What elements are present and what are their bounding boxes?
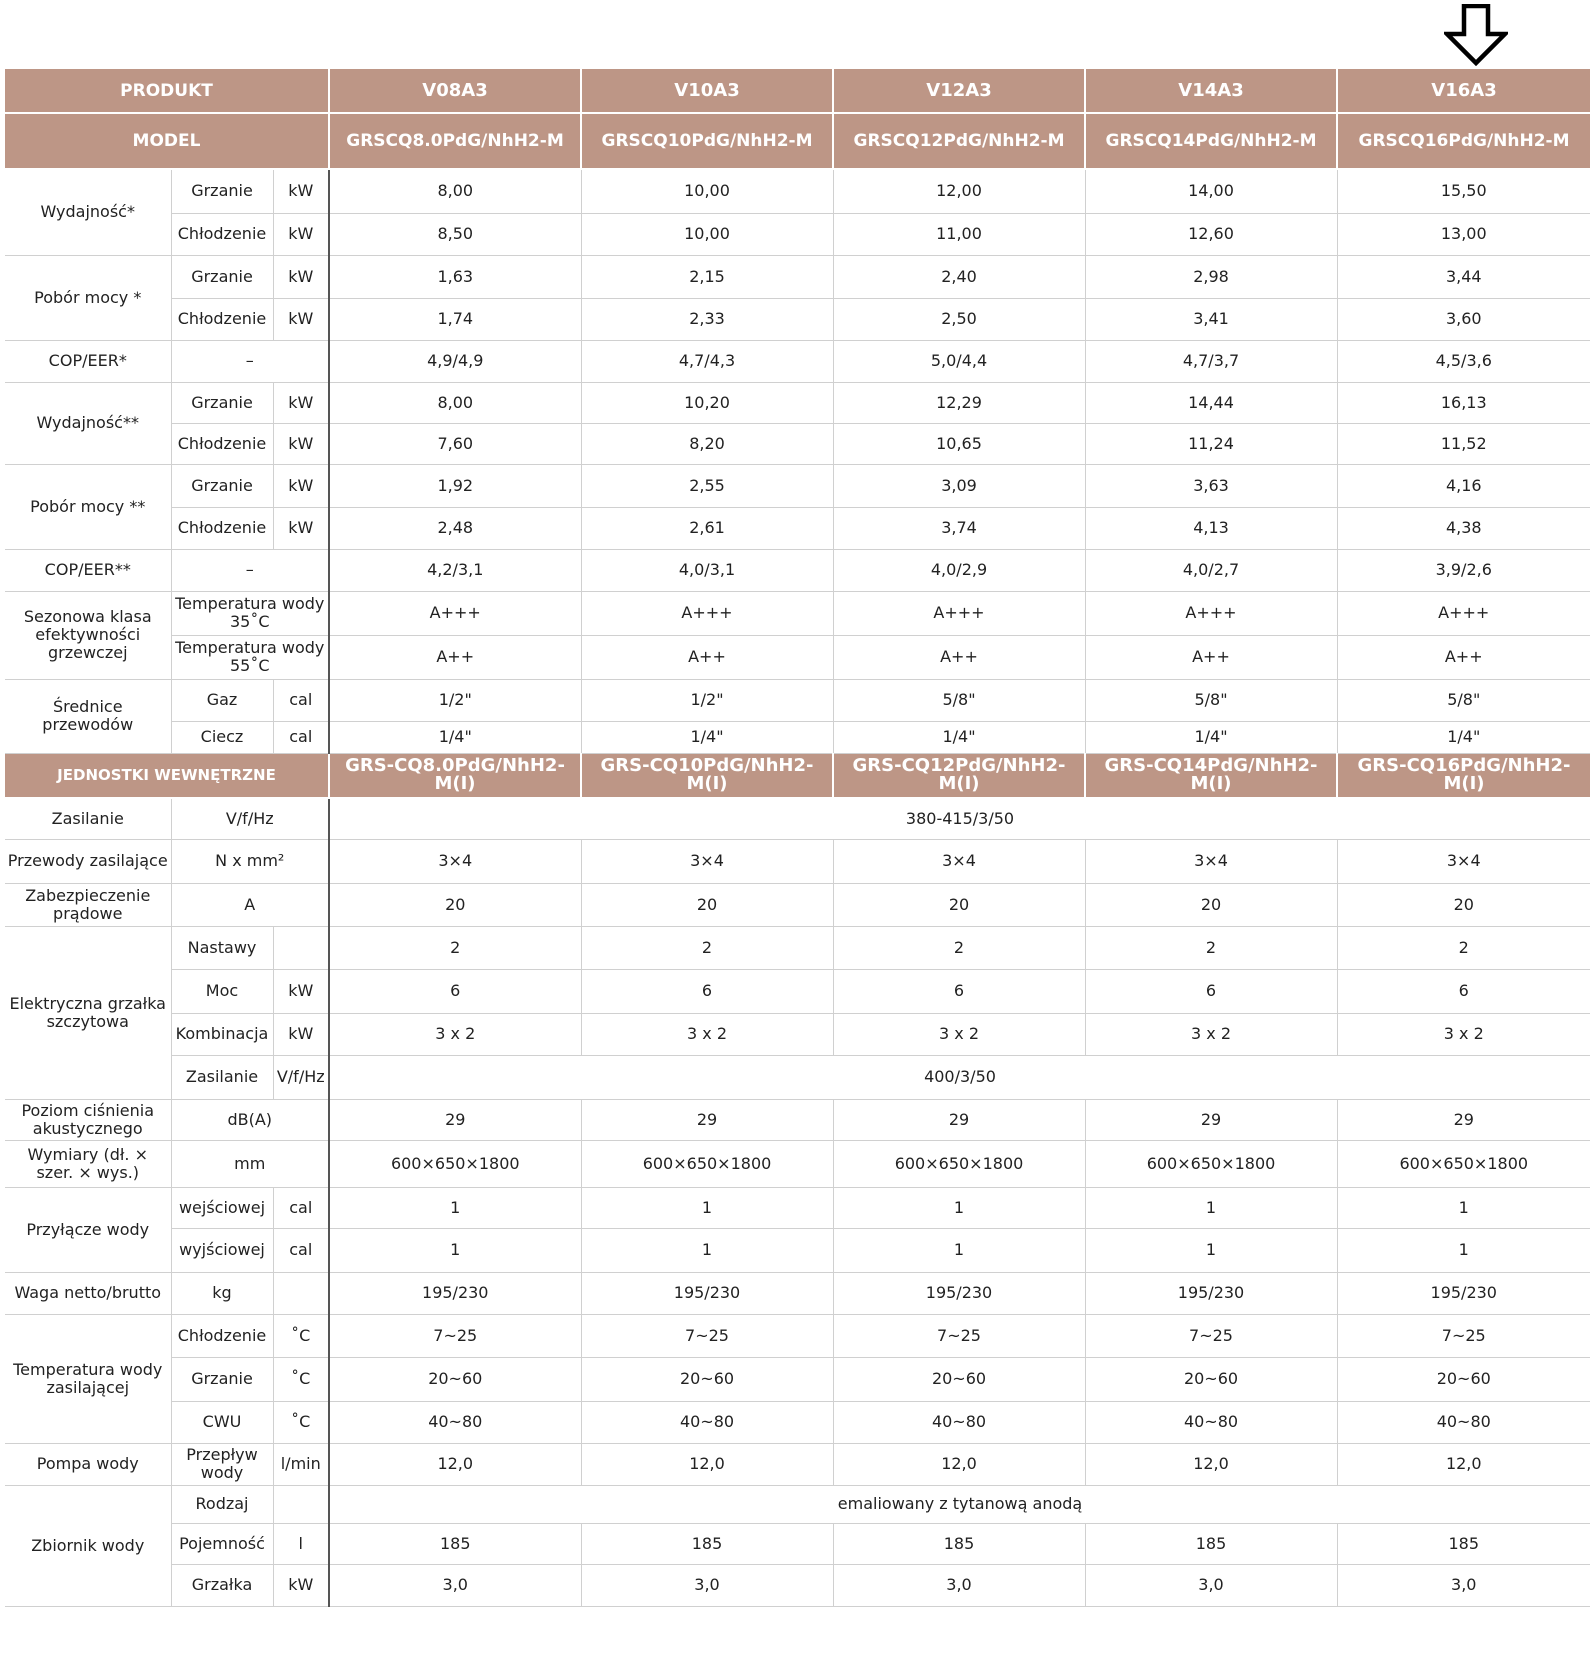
product-header: V14A3 <box>1085 69 1337 113</box>
indoor-model-name: GRS-CQ12PdG/NhH2-M(I) <box>833 753 1085 798</box>
value-cell: 8,00 <box>329 169 581 213</box>
value-cell: 4,9/4,9 <box>329 340 581 382</box>
unit-label: kW <box>273 1564 329 1606</box>
table-row <box>5 382 1590 423</box>
table-row <box>5 464 1590 507</box>
unit-label: ˚C <box>273 1314 329 1357</box>
value-cell: 2,50 <box>833 298 1085 340</box>
value-cell: 1/4" <box>329 721 581 753</box>
table-row <box>5 1187 1590 1228</box>
unit-label: A <box>171 883 329 926</box>
sub-label: Gaz <box>171 679 273 721</box>
sub-label: Chłodzenie <box>171 423 273 464</box>
table-row <box>5 883 1590 926</box>
unit-label: kW <box>273 298 329 340</box>
unit-label: kW <box>273 969 329 1013</box>
sub-label: Chłodzenie <box>171 213 273 255</box>
value-cell: 185 <box>833 1523 1085 1564</box>
table-row <box>5 721 1590 753</box>
table-row <box>5 1140 1590 1187</box>
value-cell: 380-415/3/50 <box>329 798 1590 839</box>
product-header: V16A3 <box>1337 69 1590 113</box>
group-label: Pobór mocy ** <box>5 464 171 549</box>
value-cell: 4,13 <box>1085 507 1337 549</box>
produkt-header: PRODUKT <box>5 69 329 113</box>
table-row <box>5 679 1590 721</box>
down-arrow-icon <box>1444 4 1508 66</box>
value-cell: 40~80 <box>1085 1401 1337 1443</box>
value-cell: 3,0 <box>1337 1564 1590 1606</box>
value-cell: 5/8" <box>833 679 1085 721</box>
value-cell: 2,61 <box>581 507 833 549</box>
row-label: Waga netto/brutto <box>5 1272 171 1314</box>
value-cell: 4,38 <box>1337 507 1590 549</box>
value-cell: A+++ <box>1337 591 1590 635</box>
product-header: V12A3 <box>833 69 1085 113</box>
value-cell: 12,0 <box>329 1443 581 1485</box>
value-cell: 6 <box>1085 969 1337 1013</box>
value-cell: A+++ <box>833 591 1085 635</box>
value-cell: 3,60 <box>1337 298 1590 340</box>
value-cell: 20~60 <box>1085 1357 1337 1401</box>
value-cell: 3 x 2 <box>581 1013 833 1055</box>
unit-label: kW <box>273 464 329 507</box>
value-cell: 6 <box>581 969 833 1013</box>
table-row <box>5 340 1590 382</box>
value-cell: 195/230 <box>1337 1272 1590 1314</box>
value-cell: A++ <box>329 635 581 679</box>
value-cell: 6 <box>1337 969 1590 1013</box>
value-cell: 14,44 <box>1085 382 1337 423</box>
value-cell: 1 <box>329 1228 581 1272</box>
sub-label: Nastawy <box>171 926 273 969</box>
value-cell: 2,33 <box>581 298 833 340</box>
sub-label: Ciecz <box>171 721 273 753</box>
value-cell: 20~60 <box>329 1357 581 1401</box>
table-row <box>5 591 1590 635</box>
indoor-model-name: GRS-CQ8.0PdG/NhH2-M(I) <box>329 753 581 798</box>
value-cell: 7~25 <box>581 1314 833 1357</box>
value-cell: 3×4 <box>1337 839 1590 883</box>
value-cell: 29 <box>833 1099 1085 1140</box>
value-cell: 7,60 <box>329 423 581 464</box>
value-cell: 2 <box>581 926 833 969</box>
header-row-indoor <box>5 753 1590 798</box>
value-cell: 3×4 <box>833 839 1085 883</box>
value-cell: 600×650×1800 <box>581 1140 833 1187</box>
value-cell: 5/8" <box>1337 679 1590 721</box>
model-name: GRSCQ12PdG/NhH2-M <box>833 113 1085 169</box>
sub-label: wejściowej <box>171 1187 273 1228</box>
value-cell: A++ <box>1085 635 1337 679</box>
value-cell: 7~25 <box>1085 1314 1337 1357</box>
table-row <box>5 423 1590 464</box>
value-cell: 4,0/2,9 <box>833 549 1085 591</box>
sub-label: Grzanie <box>171 255 273 298</box>
row-label: Zabezpieczenie prądowe <box>5 883 171 926</box>
value-cell: 2 <box>329 926 581 969</box>
value-cell: 3,0 <box>1085 1564 1337 1606</box>
model-header: MODEL <box>5 113 329 169</box>
value-cell: 40~80 <box>1337 1401 1590 1443</box>
value-cell: 2 <box>1337 926 1590 969</box>
group-label: Wydajność** <box>5 382 171 464</box>
value-cell: 1,63 <box>329 255 581 298</box>
value-cell: 40~80 <box>581 1401 833 1443</box>
value-cell: 20~60 <box>1337 1357 1590 1401</box>
value-cell: 3,0 <box>581 1564 833 1606</box>
value-cell: 195/230 <box>581 1272 833 1314</box>
model-name: GRSCQ16PdG/NhH2-M <box>1337 113 1590 169</box>
unit-label: N x mm² <box>171 839 329 883</box>
table-row <box>5 1485 1590 1523</box>
value-cell: 5/8" <box>1085 679 1337 721</box>
value-cell: 2,55 <box>581 464 833 507</box>
value-cell: 600×650×1800 <box>329 1140 581 1187</box>
table-row <box>5 1443 1590 1485</box>
value-cell: 29 <box>1085 1099 1337 1140</box>
value-cell: 3,63 <box>1085 464 1337 507</box>
table-row <box>5 969 1590 1013</box>
row-label: COP/EER** <box>5 549 171 591</box>
sub-label: Rodzaj <box>171 1485 273 1523</box>
model-name: GRSCQ8.0PdG/NhH2-M <box>329 113 581 169</box>
sub-label: Temperatura wody 55˚C <box>171 635 329 679</box>
table-row <box>5 1314 1590 1357</box>
value-cell: 6 <box>329 969 581 1013</box>
group-label: Wydajność* <box>5 169 171 255</box>
unit-label: V/f/Hz <box>273 1055 329 1099</box>
value-cell: A++ <box>833 635 1085 679</box>
value-cell: 2,15 <box>581 255 833 298</box>
value-cell: 4,0/3,1 <box>581 549 833 591</box>
value-cell: 8,00 <box>329 382 581 423</box>
sub-label: CWU <box>171 1401 273 1443</box>
value-cell: 12,0 <box>833 1443 1085 1485</box>
value-cell: 1/4" <box>1337 721 1590 753</box>
table-row <box>5 1055 1590 1099</box>
value-cell: 20 <box>1337 883 1590 926</box>
unit-label: V/f/Hz <box>171 798 329 839</box>
table-row <box>5 507 1590 549</box>
value-cell: 1/2" <box>581 679 833 721</box>
value-cell: 29 <box>581 1099 833 1140</box>
unit-label: mm <box>171 1140 329 1187</box>
sub-label: Chłodzenie <box>171 1314 273 1357</box>
value-cell: 1 <box>833 1228 1085 1272</box>
spec-table <box>5 69 1590 1607</box>
table-row <box>5 1357 1590 1401</box>
header-row-produkt <box>5 69 1590 113</box>
row-label: Wymiary (dł. × szer. × wys.) <box>5 1140 171 1187</box>
value-cell: 20 <box>581 883 833 926</box>
value-cell: 3 x 2 <box>1085 1013 1337 1055</box>
value-cell: 3,44 <box>1337 255 1590 298</box>
value-cell: 2,40 <box>833 255 1085 298</box>
unit-label <box>273 926 329 969</box>
value-cell: 20 <box>329 883 581 926</box>
value-cell: 2,98 <box>1085 255 1337 298</box>
value-cell: 185 <box>1085 1523 1337 1564</box>
sub-label: – <box>171 549 329 591</box>
value-cell: 1 <box>581 1187 833 1228</box>
value-cell: 4,5/3,6 <box>1337 340 1590 382</box>
group-label: Pobór mocy * <box>5 255 171 340</box>
sub-label: Przepływ wody <box>171 1443 273 1485</box>
value-cell: 29 <box>329 1099 581 1140</box>
value-cell: 2 <box>833 926 1085 969</box>
value-cell: 4,7/4,3 <box>581 340 833 382</box>
indoor-units-header: JEDNOSTKI WEWNĘTRZNE <box>5 753 329 798</box>
sub-label: Grzanie <box>171 382 273 423</box>
value-cell: 12,0 <box>581 1443 833 1485</box>
table-row <box>5 1099 1590 1140</box>
value-cell: 3,41 <box>1085 298 1337 340</box>
sub-label: Temperatura wody 35˚C <box>171 591 329 635</box>
value-cell: 5,0/4,4 <box>833 340 1085 382</box>
value-cell: 7~25 <box>1337 1314 1590 1357</box>
table-row <box>5 1564 1590 1606</box>
product-header: V10A3 <box>581 69 833 113</box>
value-cell: 195/230 <box>329 1272 581 1314</box>
value-cell: 15,50 <box>1337 169 1590 213</box>
sub-label: Moc <box>171 969 273 1013</box>
table-row <box>5 1523 1590 1564</box>
value-cell: 1 <box>329 1187 581 1228</box>
value-cell: 12,0 <box>1337 1443 1590 1485</box>
unit-label: cal <box>273 721 329 753</box>
row-label: Pompa wody <box>5 1443 171 1485</box>
value-cell: 3 x 2 <box>1337 1013 1590 1055</box>
value-cell: 1/4" <box>1085 721 1337 753</box>
value-cell: A++ <box>581 635 833 679</box>
table-row <box>5 255 1590 298</box>
value-cell: 20~60 <box>833 1357 1085 1401</box>
value-cell: 16,13 <box>1337 382 1590 423</box>
value-cell: 195/230 <box>833 1272 1085 1314</box>
group-label: Zbiornik wody <box>5 1485 171 1606</box>
value-cell: 7~25 <box>329 1314 581 1357</box>
value-cell: 1/4" <box>833 721 1085 753</box>
sub-label: Pojemność <box>171 1523 273 1564</box>
value-cell: 3,0 <box>329 1564 581 1606</box>
value-cell: 1/2" <box>329 679 581 721</box>
unit-label: kg <box>171 1272 273 1314</box>
value-cell: 12,0 <box>1085 1443 1337 1485</box>
table-row <box>5 926 1590 969</box>
row-label: COP/EER* <box>5 340 171 382</box>
table-row <box>5 1272 1590 1314</box>
value-cell: 12,60 <box>1085 213 1337 255</box>
value-cell: 600×650×1800 <box>833 1140 1085 1187</box>
value-cell: 8,20 <box>581 423 833 464</box>
group-label: Przyłącze wody <box>5 1187 171 1272</box>
value-cell: 10,00 <box>581 169 833 213</box>
value-cell: 1,92 <box>329 464 581 507</box>
value-cell: 600×650×1800 <box>1085 1140 1337 1187</box>
unit-label: kW <box>273 507 329 549</box>
unit-label: l <box>273 1523 329 1564</box>
unit-label: cal <box>273 1228 329 1272</box>
model-name: GRSCQ10PdG/NhH2-M <box>581 113 833 169</box>
value-cell: 195/230 <box>1085 1272 1337 1314</box>
value-cell: 3,74 <box>833 507 1085 549</box>
value-cell: 3,09 <box>833 464 1085 507</box>
value-cell: 1 <box>833 1187 1085 1228</box>
value-cell: emaliowany z tytanową anodą <box>329 1485 1590 1523</box>
table-row <box>5 169 1590 213</box>
value-cell: 3×4 <box>329 839 581 883</box>
value-cell: 4,2/3,1 <box>329 549 581 591</box>
unit-label: ˚C <box>273 1401 329 1443</box>
unit-label: l/min <box>273 1443 329 1485</box>
indoor-model-name: GRS-CQ10PdG/NhH2-M(I) <box>581 753 833 798</box>
indoor-model-name: GRS-CQ14PdG/NhH2-M(I) <box>1085 753 1337 798</box>
value-cell: 3×4 <box>1085 839 1337 883</box>
value-cell: 14,00 <box>1085 169 1337 213</box>
unit-label: kW <box>273 169 329 213</box>
unit-label: kW <box>273 255 329 298</box>
value-cell: 4,7/3,7 <box>1085 340 1337 382</box>
value-cell: 11,00 <box>833 213 1085 255</box>
model-name: GRSCQ14PdG/NhH2-M <box>1085 113 1337 169</box>
sub-label: Zasilanie <box>171 1055 273 1099</box>
empty-cell <box>273 1272 329 1314</box>
value-cell: 20~60 <box>581 1357 833 1401</box>
value-cell: 11,52 <box>1337 423 1590 464</box>
table-row <box>5 1013 1590 1055</box>
value-cell: 6 <box>833 969 1085 1013</box>
value-cell: 10,20 <box>581 382 833 423</box>
value-cell: 20 <box>1085 883 1337 926</box>
value-cell: 4,16 <box>1337 464 1590 507</box>
value-cell: 185 <box>581 1523 833 1564</box>
table-row <box>5 839 1590 883</box>
unit-label: kW <box>273 423 329 464</box>
sub-label: Grzanie <box>171 1357 273 1401</box>
unit-label: kW <box>273 382 329 423</box>
unit-label: cal <box>273 1187 329 1228</box>
sub-label: Chłodzenie <box>171 507 273 549</box>
value-cell: 2 <box>1085 926 1337 969</box>
table-row <box>5 549 1590 591</box>
value-cell: 1/4" <box>581 721 833 753</box>
value-cell: 1 <box>1337 1187 1590 1228</box>
value-cell: 29 <box>1337 1099 1590 1140</box>
sub-label: Grzałka <box>171 1564 273 1606</box>
value-cell: 3 x 2 <box>833 1013 1085 1055</box>
group-label: Średnice przewodów <box>5 679 171 753</box>
table-row <box>5 298 1590 340</box>
value-cell: A++ <box>1337 635 1590 679</box>
row-label: Zasilanie <box>5 798 171 839</box>
value-cell: 3,0 <box>833 1564 1085 1606</box>
sub-label: Grzanie <box>171 169 273 213</box>
value-cell: 2,48 <box>329 507 581 549</box>
value-cell: 1 <box>1085 1228 1337 1272</box>
indoor-model-name: GRS-CQ16PdG/NhH2-M(I) <box>1337 753 1590 798</box>
table-row <box>5 635 1590 679</box>
unit-label: kW <box>273 1013 329 1055</box>
value-cell: 7~25 <box>833 1314 1085 1357</box>
sub-label: Grzanie <box>171 464 273 507</box>
value-cell: 12,29 <box>833 382 1085 423</box>
value-cell: 10,65 <box>833 423 1085 464</box>
unit-label: dB(A) <box>171 1099 329 1140</box>
value-cell: A+++ <box>581 591 833 635</box>
value-cell: 400/3/50 <box>329 1055 1590 1099</box>
value-cell: 1 <box>1085 1187 1337 1228</box>
value-cell: 600×650×1800 <box>1337 1140 1590 1187</box>
value-cell: 3 x 2 <box>329 1013 581 1055</box>
row-label: Poziom ciśnienia akustycznego <box>5 1099 171 1140</box>
value-cell: A+++ <box>329 591 581 635</box>
value-cell: 13,00 <box>1337 213 1590 255</box>
group-label: Elektryczna grzałka szczytowa <box>5 926 171 1099</box>
value-cell: 10,00 <box>581 213 833 255</box>
value-cell: 1,74 <box>329 298 581 340</box>
group-label: Sezonowa klasa efektywności grzewczej <box>5 591 171 679</box>
value-cell: 185 <box>1337 1523 1590 1564</box>
table-row <box>5 213 1590 255</box>
sub-label: – <box>171 340 329 382</box>
sub-label: Chłodzenie <box>171 298 273 340</box>
table-row <box>5 798 1590 839</box>
group-label: Temperatura wody zasilającej <box>5 1314 171 1443</box>
value-cell: 1 <box>1337 1228 1590 1272</box>
row-label: Przewody zasilające <box>5 839 171 883</box>
unit-label <box>273 1485 329 1523</box>
value-cell: A+++ <box>1085 591 1337 635</box>
value-cell: 40~80 <box>329 1401 581 1443</box>
unit-label: ˚C <box>273 1357 329 1401</box>
value-cell: 20 <box>833 883 1085 926</box>
value-cell: 1 <box>581 1228 833 1272</box>
value-cell: 40~80 <box>833 1401 1085 1443</box>
value-cell: 12,00 <box>833 169 1085 213</box>
unit-label: cal <box>273 679 329 721</box>
value-cell: 4,0/2,7 <box>1085 549 1337 591</box>
table-row <box>5 1401 1590 1443</box>
unit-label: kW <box>273 213 329 255</box>
value-cell: 3×4 <box>581 839 833 883</box>
value-cell: 8,50 <box>329 213 581 255</box>
sub-label: wyjściowej <box>171 1228 273 1272</box>
product-header: V08A3 <box>329 69 581 113</box>
sub-label: Kombinacja <box>171 1013 273 1055</box>
table-row <box>5 1228 1590 1272</box>
value-cell: 3,9/2,6 <box>1337 549 1590 591</box>
header-row-model <box>5 113 1590 169</box>
value-cell: 11,24 <box>1085 423 1337 464</box>
value-cell: 185 <box>329 1523 581 1564</box>
